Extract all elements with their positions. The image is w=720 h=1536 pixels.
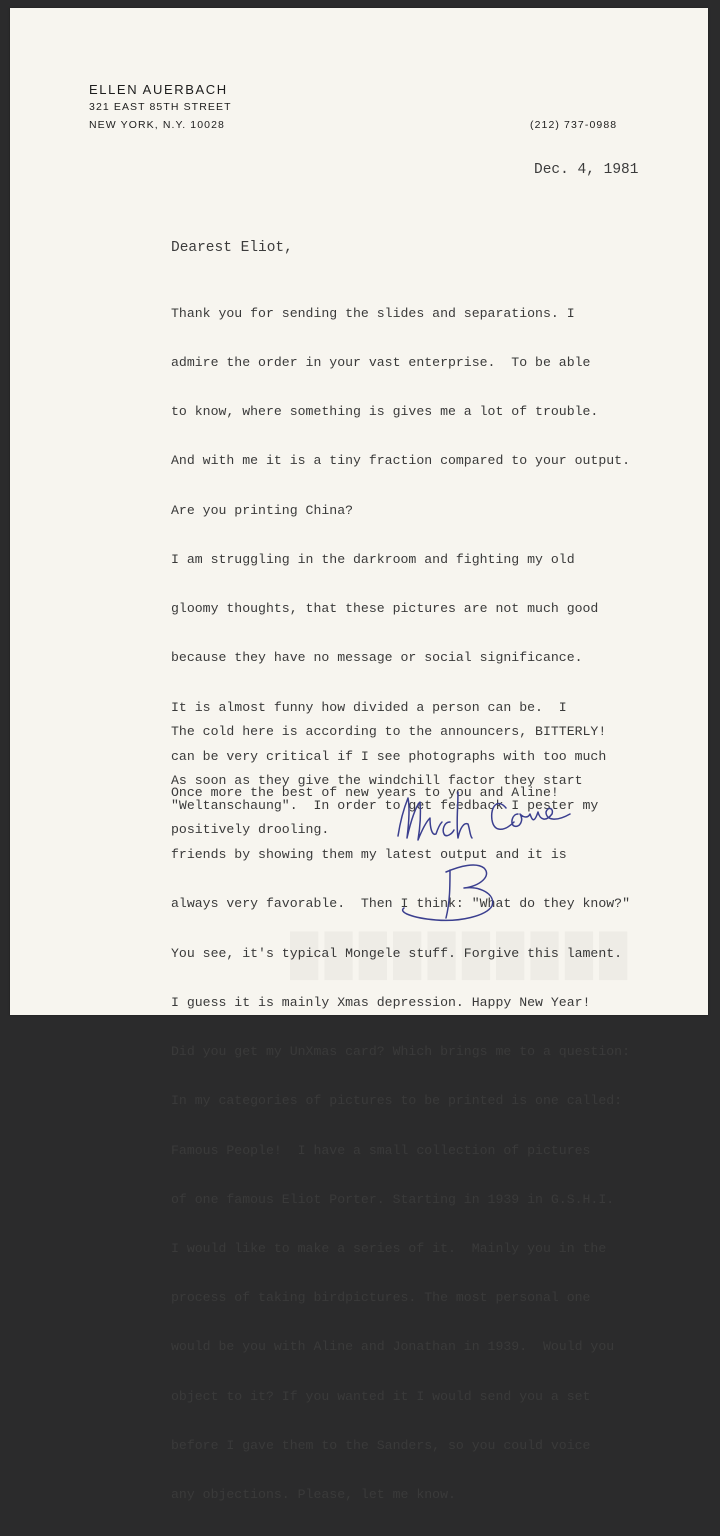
signature-image <box>380 778 610 928</box>
salutation: Dearest Eliot, <box>171 240 293 256</box>
body-line: Famous People! I have a small collection of pictures <box>171 1142 591 1158</box>
signature-b-stroke <box>403 865 493 920</box>
body-line: The cold here is according to the announcers, BITTERLY! <box>171 723 607 739</box>
body-line: of one famous Eliot Porter. Starting in 1939 in G.S.H.I. <box>171 1191 615 1207</box>
body-line: Once more the best of new years to you and Aline! <box>171 784 559 800</box>
letter-page <box>10 8 708 1503</box>
body-line: friends by showing them my latest output and it is <box>171 847 567 863</box>
body-line: I would like to make a series of it. Mainly you in the <box>171 1240 607 1256</box>
body-line: process of taking birdpictures. The most personal one <box>171 1290 591 1306</box>
body-line: In my categories of pictures to be printed is one called: <box>171 1093 623 1109</box>
body-line: It is almost funny how divided a person can be. I <box>171 699 567 715</box>
body-line: because they have no message or social significance. <box>171 650 583 666</box>
body-line: can be very critical if I see photographs with too much <box>171 748 607 764</box>
letterhead-city: NEW YORK, N.Y. 10028 <box>89 119 225 131</box>
body-line: always very favorable. Then I think: "What do they know?" <box>171 896 630 912</box>
letterhead-name: ELLEN AUERBACH <box>89 82 228 97</box>
signature-much-stroke <box>398 792 472 840</box>
body-line: any objections. Please, let me know. <box>171 1487 456 1503</box>
body-line: admire the order in your vast enterprise. To be able <box>171 355 591 371</box>
signature-love-stroke <box>492 804 570 830</box>
letterhead-phone: (212) 737-0988 <box>530 119 618 131</box>
body-line: before I gave them to the Sanders, so you could voice <box>171 1437 591 1453</box>
body-line: You see, it's typical Mongele stuff. Forgive this lament. <box>171 945 623 961</box>
body-line: Thank you for sending the slides and separations. I <box>171 305 575 321</box>
bleed-through-shadow <box>290 933 633 978</box>
body-line: would be you with Aline and Jonathan in 1939. Would you <box>171 1339 615 1355</box>
letter-date: Dec. 4, 1981 <box>534 162 639 178</box>
signature-ink <box>398 792 570 920</box>
body-line: positively drooling. <box>171 822 330 838</box>
body-line: As soon as they give the windchill factor they start <box>171 773 583 789</box>
body-line: gloomy thoughts, that these pictures are not much good <box>171 601 599 617</box>
body-line: Did you get my UnXmas card? Which brings me to a question: <box>171 1044 630 1060</box>
body-line: Are you printing China? <box>171 502 354 518</box>
body-line: "Weltanschaung". In order to get feedback I pester my <box>171 798 599 813</box>
body-line: I guess it is mainly Xmas depression. Happy New Year! <box>171 994 591 1010</box>
letterhead-street: 321 EAST 85TH STREET <box>89 101 232 113</box>
body-line: And with me it is a tiny fraction compared to your output. <box>171 453 630 469</box>
body-line: to know, where something is gives me a lot of trouble. <box>171 404 599 420</box>
body-line: object to it? If you wanted it I would send you a set <box>171 1388 591 1404</box>
body-line: I am struggling in the darkroom and fighting my old <box>171 551 575 567</box>
